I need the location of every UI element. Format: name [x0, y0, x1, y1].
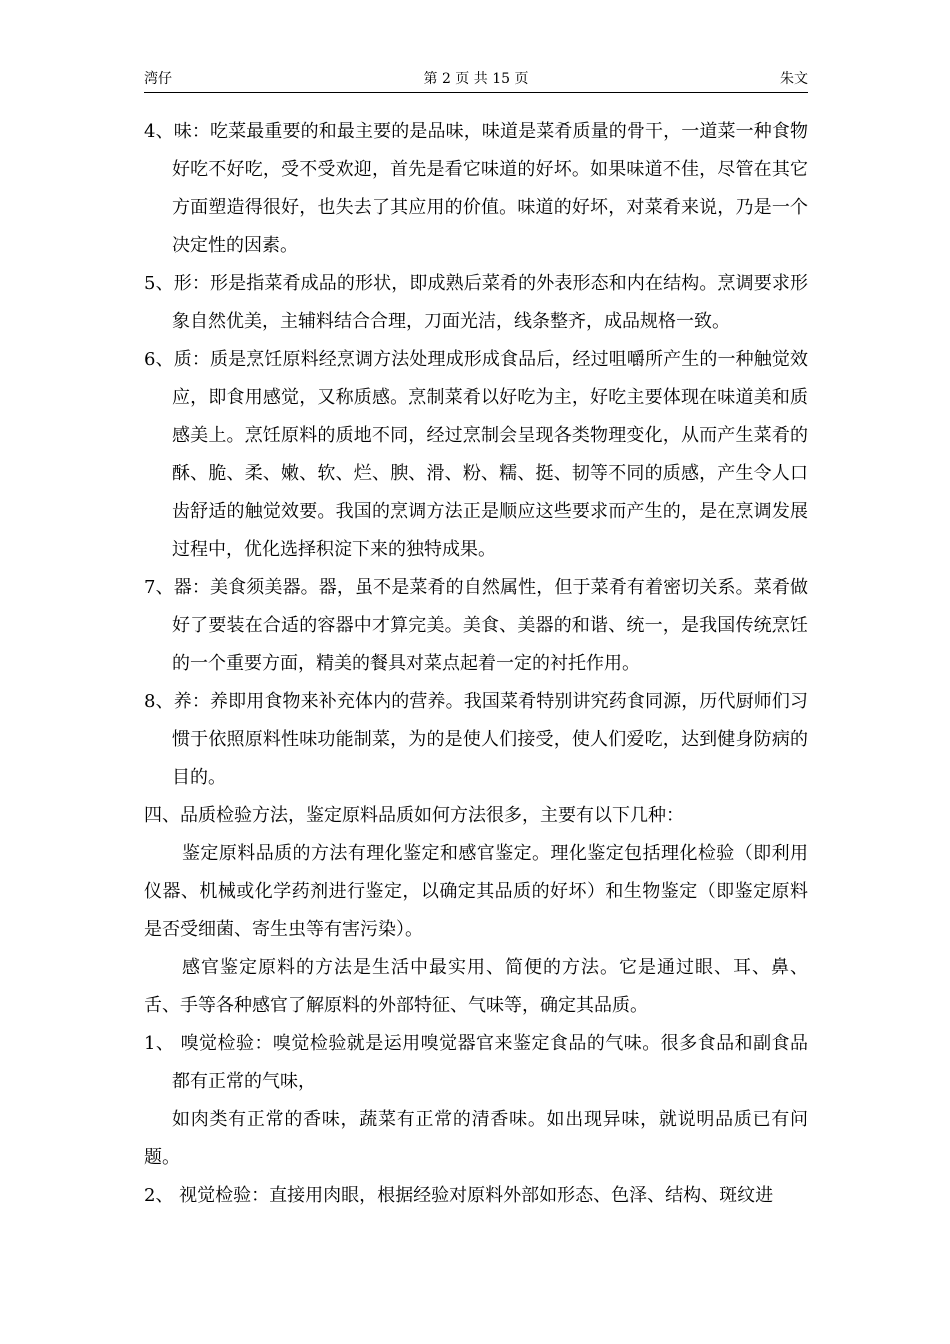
list-item-visual-inspection: 2、 视觉检验：直接用肉眼，根据经验对原料外部如形态、色泽、结构、斑纹进 — [144, 1185, 774, 1206]
document-body — [144, 113, 808, 1215]
paragraph-identification-methods: 鉴定原料品质的方法有理化鉴定和感官鉴定。理化鉴定包括理化检验（即利用仪器、机械或化学药剂进行鉴定，以确定其品质的好坏）和生物鉴定（即鉴定原料是否受细菌、寄生虫等有害污染）。 — [144, 843, 808, 940]
paragraph-texture: 6、质：质是烹饪原料经烹调方法处理成形成食品后，经过咀嚼所产生的一种触觉效应，即食用感觉，又称质感。烹制菜肴以好吃为主，好吃主要体现在味道美和质感美上。烹饪原料的质地不同，经过烹制会呈现各类物理变化，从而产生菜肴的酥、脆、柔、嫩、软、烂、腴、滑、粉、糯、挺、韧等不同的质感，产生令人口齿舒适的触觉效要。我国的烹调方法正是顺应这些要求而产生的，是在烹调发展过程中，优化选择积淀下来的独特成果。 — [144, 349, 808, 560]
header-author-right: 朱文 — [780, 71, 808, 87]
page-header — [144, 68, 808, 90]
paragraph-vessel: 7、器：美食须美器。器，虽不是菜肴的自然属性，但于菜肴有着密切关系。菜肴做好了要装在合适的容器中才算完美。美食、美器的和谐、统一，是我国传统烹饪的一个重要方面，精美的餐具对菜点起着一定的衬托作用。 — [144, 577, 808, 674]
list-item-smell-inspection: 1、 嗅觉检验：嗅觉检验就是运用嗅觉器官来鉴定食品的气味。很多食品和副食品都有正常的气味， — [144, 1033, 808, 1092]
paragraph-taste: 4、味：吃菜最重要的和最主要的是品味，味道是菜肴质量的骨干，一道菜一种食物好吃不好吃，受不受欢迎，首先是看它味道的好坏。如果味道不佳，尽管在其它方面塑造得很好，也失去了其应用的价值。味道的好坏，对菜肴来说，乃是一个决定性的因素。 — [144, 121, 808, 256]
paragraph-sensory-identification: 感官鉴定原料的方法是生活中最实用、简便的方法。它是通过眼、耳、鼻、舌、手等各种感官了解原料的外部特征、气味等，确定其品质。 — [144, 957, 808, 1016]
section-heading-quality-inspection: 四、品质检验方法，鉴定原料品质如何方法很多，主要有以下几种： — [144, 805, 684, 826]
paragraph-smell-detail: 如肉类有正常的香味，蔬菜有正常的清香味。如出现异味，就说明品质已有问题。 — [144, 1109, 808, 1168]
header-divider — [144, 92, 808, 93]
page-number: 第 2 页 共 15 页 — [423, 71, 529, 87]
header-author-left: 湾仔 — [144, 71, 172, 87]
paragraph-shape: 5、形：形是指菜肴成品的形状，即成熟后菜肴的外表形态和内在结构。烹调要求形象自然优美，主辅料结合合理，刀面光洁，线条整齐，成品规格一致。 — [144, 273, 808, 332]
paragraph-nutrition: 8、养：养即用食物来补充体内的营养。我国菜肴特别讲究药食同源，历代厨师们习惯于依照原料性味功能制菜，为的是使人们接受，使人们爱吃，达到健身防病的目的。 — [144, 691, 808, 788]
